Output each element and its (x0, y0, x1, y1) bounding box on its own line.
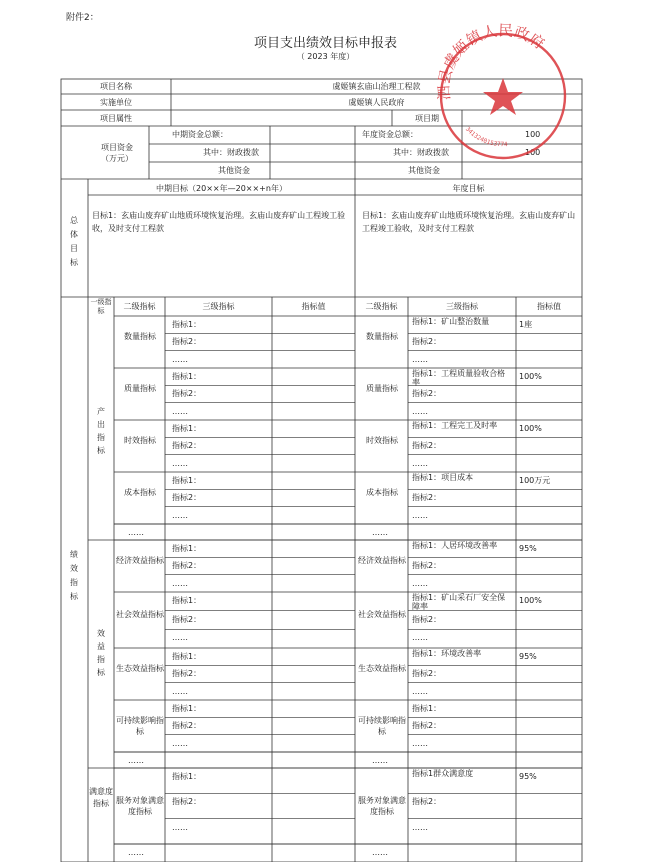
year-cat-sustain: 可持续影响指标 (358, 716, 406, 736)
year-quality-ind2: 指标2： (412, 389, 442, 399)
header-level2-mid: 二级指标 (123, 302, 156, 311)
mid-total-label: 中期资金总额： (172, 130, 228, 139)
year-benefit-extra-dots: …… (372, 756, 388, 765)
attr-label: 项目属性 (100, 114, 132, 123)
year-quality-dots: …… (412, 406, 428, 416)
year-quantity-ind1: 指标1：矿山整治数量 (412, 317, 490, 326)
unit-label: 实施单位 (100, 98, 132, 107)
year-sustain-ind1: 指标1： (412, 704, 442, 713)
mid-ecological-dots: …… (172, 686, 188, 696)
year-total-label: 年度资金总额： (362, 130, 418, 139)
official-seal (428, 18, 578, 168)
year-output-extra-dots: …… (372, 528, 388, 537)
year-cat-social: 社会效益指标 (358, 610, 406, 619)
mid-service-ind2: 指标2： (172, 797, 202, 807)
svg-text:泗县虞姬镇人民政府: 泗县虞姬镇人民政府 (434, 21, 548, 101)
year-service-ind1: 指标1群众满意度 (412, 769, 474, 778)
mid-service-ind1: 指标1： (172, 772, 202, 781)
year-ecological-dots: …… (412, 686, 428, 696)
mid-sustain-ind2: 指标2： (172, 721, 202, 731)
year-target-header: 年度目标 (452, 184, 485, 193)
header-value-year: 指标值 (537, 302, 561, 311)
mid-economic-ind1: 指标1： (172, 544, 202, 553)
year-ecological-ind2: 指标2： (412, 669, 442, 679)
year-economic-ind2: 指标2： (412, 561, 442, 571)
mid-cat-quality: 质量指标 (124, 384, 156, 393)
year-quality-val: 100% (519, 372, 542, 381)
header-level1: 一级指标 (90, 298, 112, 315)
year-cat-ecological: 生态效益指标 (358, 664, 406, 673)
year-total-value: 100 (525, 130, 541, 139)
level1-benefit: 效益指标 (97, 629, 105, 677)
mid-timeliness-ind2: 指标2： (172, 441, 202, 451)
mid-cat-economic: 经济效益指标 (116, 556, 164, 565)
perf-indicator-label: 绩效指标 (70, 550, 78, 601)
mid-economic-dots: …… (172, 578, 188, 588)
mid-timeliness-ind1: 指标1： (172, 424, 202, 433)
mid-fiscal-label: 其中：财政拨款 (203, 148, 259, 157)
mid-social-ind2: 指标2： (172, 614, 202, 624)
mid-social-dots: …… (172, 633, 188, 643)
overall-target-label: 总体目标 (70, 216, 78, 267)
mid-satisfaction-extra-dots: …… (128, 848, 144, 857)
year-fiscal-value: 100 (525, 148, 541, 157)
mid-quality-ind2: 指标2： (172, 389, 202, 399)
unit-value: 虞姬镇人民政府 (348, 98, 405, 107)
year-timeliness-dots: …… (412, 458, 428, 468)
mid-service-dots: …… (172, 822, 188, 832)
mid-benefit-extra-dots: …… (128, 756, 144, 765)
mid-sustain-dots: …… (172, 738, 188, 748)
mid-other-label: 其他资金 (218, 166, 250, 175)
mid-output-extra-dots: …… (128, 528, 144, 537)
year-cost-ind1: 指标1：项目成本 (412, 473, 474, 482)
period-label: 项目期 (415, 114, 439, 123)
project-name-label: 项目名称 (100, 82, 132, 91)
header-value-mid: 指标值 (301, 302, 326, 311)
year-cat-quality: 质量指标 (366, 384, 398, 393)
project-name-value: 虞姬镇玄庙山治理工程款 (332, 82, 421, 91)
year-ecological-val: 95% (519, 652, 537, 661)
mid-economic-ind2: 指标2： (172, 561, 202, 571)
year-cat-timeliness: 时效指标 (366, 436, 398, 445)
mid-cat-timeliness: 时效指标 (124, 436, 156, 445)
year-timeliness-ind2: 指标2： (412, 441, 442, 451)
year-cat-service: 服务对象满意度指标 (358, 796, 406, 816)
mid-quantity-ind2: 指标2： (172, 337, 202, 347)
mid-cost-dots: …… (172, 510, 188, 520)
mid-quality-dots: …… (172, 406, 188, 416)
mid-cat-quantity: 数量指标 (124, 332, 156, 341)
year-quantity-val: 1座 (519, 320, 533, 329)
mid-cat-social: 社会效益指标 (116, 610, 164, 619)
year-economic-dots: …… (412, 578, 428, 588)
level1-output: 产出指标 (97, 407, 105, 455)
mid-timeliness-dots: …… (172, 458, 188, 468)
mid-target-header: 中期目标（20××年—20××+n年） (156, 184, 287, 193)
header-level3-mid: 三级指标 (202, 302, 235, 311)
mid-ecological-ind2: 指标2： (172, 669, 202, 679)
header-level2-year: 二级指标 (365, 302, 398, 311)
mid-cat-ecological: 生态效益指标 (116, 664, 164, 673)
year-service-ind2: 指标2： (412, 797, 442, 807)
mid-social-ind1: 指标1： (172, 596, 202, 605)
year-timeliness-val: 100% (519, 424, 542, 433)
year-economic-val: 95% (519, 544, 537, 553)
mid-cost-ind1: 指标1： (172, 476, 202, 485)
year-cat-quantity: 数量指标 (366, 332, 398, 341)
year-cost-val: 100万元 (519, 476, 551, 485)
year-service-val: 95% (519, 772, 537, 781)
year-sustain-ind2: 指标2： (412, 721, 442, 731)
mid-target-text: 目标1：玄庙山废弃矿山地质环境恢复治理。玄庙山废弃矿山工程竣工验收，及时支付工程款 (92, 211, 346, 233)
mid-cat-sustain: 可持续影响指标 (116, 716, 164, 736)
mid-cat-cost: 成本指标 (124, 488, 156, 497)
svg-text:3413240153774: 3413240153774 (463, 125, 508, 149)
mid-quantity-ind1: 指标1： (172, 320, 202, 329)
header-level3-year: 三级指标 (446, 302, 478, 311)
mid-cost-ind2: 指标2： (172, 493, 202, 503)
year-social-val: 100% (519, 596, 542, 605)
level1-satisfaction: 满意度指标 (89, 787, 113, 808)
year-cat-cost: 成本指标 (366, 488, 398, 497)
year-ecological-ind1: 指标1：环境改善率 (412, 649, 482, 658)
year-satisfaction-extra-dots: …… (372, 848, 388, 857)
mid-sustain-ind1: 指标1： (172, 704, 202, 713)
year-quantity-ind2: 指标2： (412, 337, 442, 347)
year-subtitle: （ 2023 年度） (296, 52, 355, 61)
year-sustain-dots: …… (412, 738, 428, 748)
attachment-label: 附件2： (66, 13, 99, 23)
mid-quality-ind1: 指标1： (172, 372, 202, 381)
year-social-ind1: 指标1：矿山采石厂安全保障率 (412, 593, 506, 611)
year-social-ind2: 指标2： (412, 614, 442, 624)
year-quantity-dots: …… (412, 354, 428, 364)
year-economic-ind1: 指标1：人居环境改善率 (412, 541, 498, 550)
mid-ecological-ind1: 指标1： (172, 652, 202, 661)
year-quality-ind1: 指标1：工程质量验收合格率 (412, 369, 506, 387)
year-service-dots: …… (412, 822, 428, 832)
year-fiscal-label: 其中：财政拨款 (393, 148, 449, 157)
year-cost-ind2: 指标2： (412, 493, 442, 503)
year-social-dots: …… (412, 633, 428, 643)
mid-cat-service: 服务对象满意度指标 (116, 796, 164, 816)
page-title: 项目支出绩效目标申报表 (253, 36, 397, 51)
year-cat-economic: 经济效益指标 (358, 556, 406, 565)
year-target-text: 目标1：玄庙山废弃矿山地质环境恢复治理。玄庙山废弃矿山工程竣工验收，及时支付工程款 (362, 211, 576, 233)
year-other-label: 其他资金 (408, 166, 440, 175)
mid-quantity-dots: …… (172, 354, 188, 364)
year-cost-dots: …… (412, 510, 428, 520)
year-timeliness-ind1: 指标1：工程完工及时率 (412, 421, 498, 430)
fund-label: 项目资金（万元） (101, 143, 133, 163)
